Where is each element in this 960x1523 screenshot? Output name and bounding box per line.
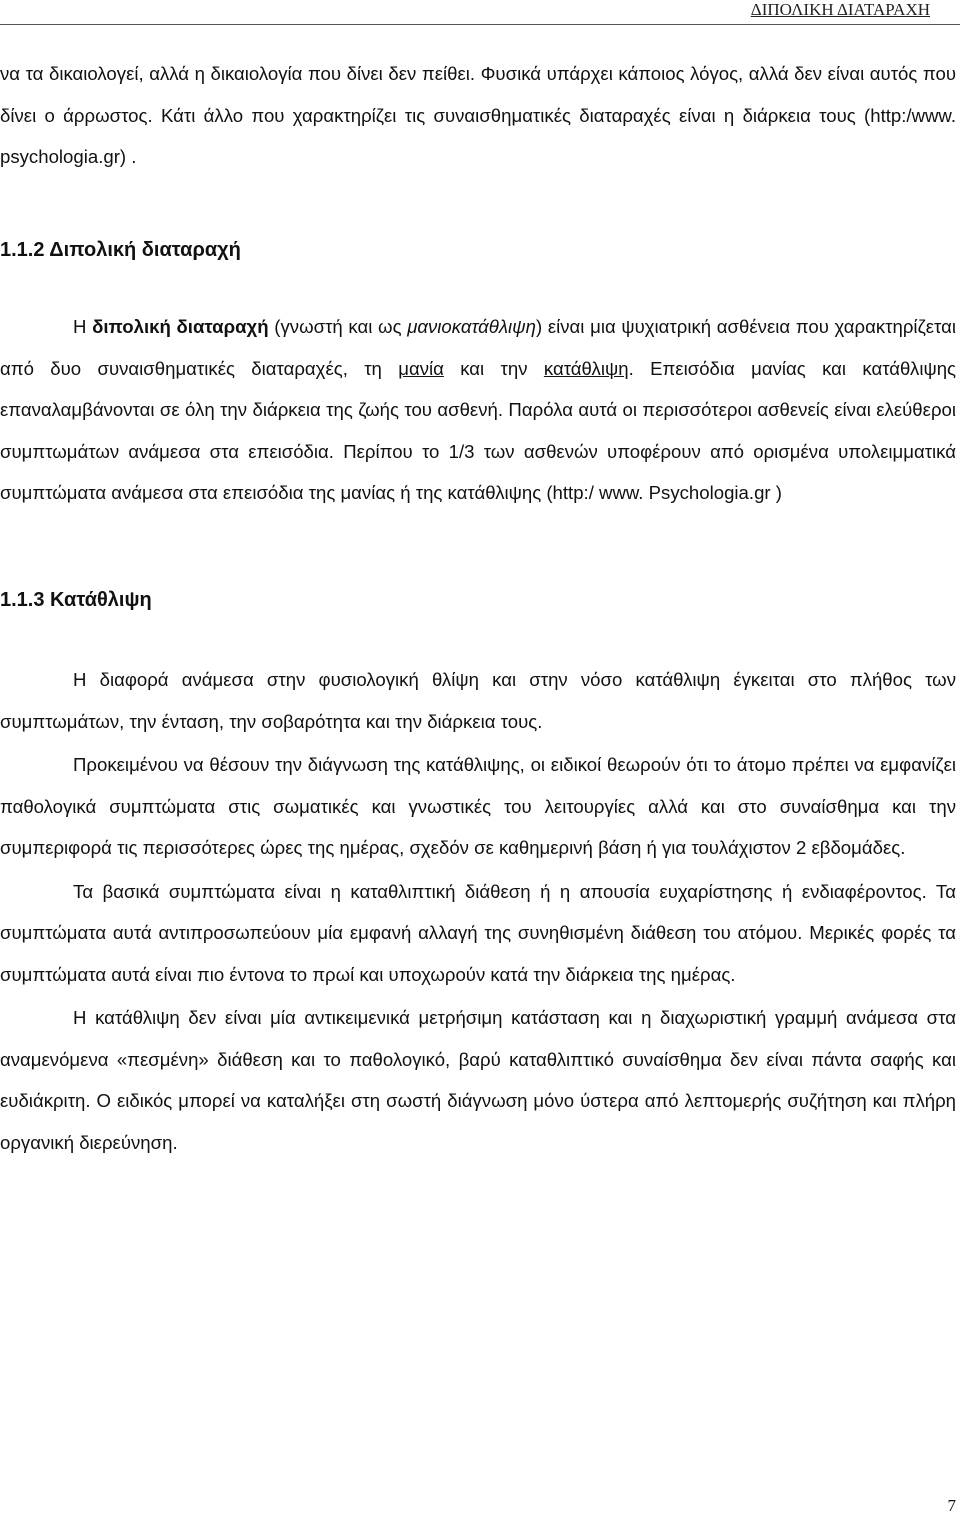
bipolar-term: διπολική διαταραχή [92, 316, 269, 337]
bipolar-paragraph: Η διπολική διαταραχή (γνωστή και ως μανιοκατάθλιψη) είναι μια ψυχιατρική ασθένεια που χαρακτηρίζεται από δυο συναισθηματικές διαταραχές, τη μανία και την κατάθλιψη. Επεισόδια μανίας και κατάθλιψης επαναλαμβάνονται σε όλη την διάρκεια της ζωής του ασθενή. Παρόλα αυτά οι περισσότεροι ασθενείς είναι ελεύθεροι συμπτωμάτων ανάμεσα στα επεισόδια. Περίπου το 1/3 των ασθενών υποφέρουν από ορισμένα υπολειμματικά συμπτώματα ανάμεσα στα επεισόδια της μανίας ή της κατάθλιψης (http:/ www. Psychologia.gr ) [0, 316, 957, 503]
bipolar-synonym: μανιοκατάθλιψη [407, 316, 536, 337]
running-header: ΔΙΠΟΛΙΚΗ ΔΙΑΤΑΡΑΧΗ [750, 0, 930, 19]
depression-paragraph-1: Η διαφορά ανάμεσα στην φυσιολογική θλίψη και στην νόσο κατάθλιψη έγκειται στο πλήθος των συμπτωμάτων, την ένταση, την σοβαρότητα και την διάρκεια τους. [0, 669, 956, 732]
depression-paragraph-4: Η κατάθλιψη δεν είναι μία αντικειμενικά μετρήσιμη κατάσταση και η διαχωριστική γραμμή ανάμεσα στα αναμενόμενα «πεσμένη» διάθεση και το παθολογικό, βαρύ καταθλιπτικό συναίσθημα δεν είναι πάντα σαφής και ευδιάκριτη. Ο ειδικός μπορεί να καταλήξει στη σωστή διάγνωση μόνο ύστερα από λεπτομερής συζήτηση και πλήρη οργανική διερεύνηση. [0, 1007, 956, 1153]
page-number: 7 [947, 1496, 956, 1515]
depression-paragraph-3: Τα βασικά συμπτώματα είναι η καταθλιπτική διάθεση ή η απουσία ευχαρίστησης ή ενδιαφέροντος. Τα συμπτώματα αυτά αντιπροσωπεύουν μία εμφανή αλλαγή της συνηθισμένη διάθεση του ατόμου. Μερικές φορές τα συμπτώματα αυτά είναι πιο έντονα το πρωί και υποχωρούν κατά την διάρκεια της ημέρας. [0, 880, 956, 985]
link-mania[interactable]: μανία [398, 357, 444, 379]
section-heading-bipolar: 1.1.2 Διπολική διαταραχή [0, 238, 241, 261]
intro-paragraph: να τα δικαιολογεί, αλλά η δικαιολογία που δίνει δεν πείθει. Φυσικά υπάρχει κάποιος λόγος, αλλά δεν είναι αυτός που δίνει ο άρρωστος. Κάτι άλλο που χαρακτηρίζει τις συναισθηματικές διαταραχές είναι η διάρκεια τους (http:/www. psychologia.gr) . [0, 63, 956, 167]
link-depression[interactable]: κατάθλιψη [543, 357, 629, 379]
document-body [0, 53, 956, 1163]
header-divider [0, 24, 960, 25]
section-heading-depression: 1.1.3 Κατάθλιψη [0, 588, 152, 611]
depression-paragraph-2: Προκειμένου να θέσουν την διάγνωση της κατάθλιψης, οι ειδικοί θεωρούν ότι το άτομο πρέπει να εμφανίζει παθολογικά συμπτώματα στις σωματικές και γνωστικές του λειτουργίες αλλά και στο συναίσθημα και την συμπεριφορά τις περισσότερες ώρες της ημέρας, σχεδόν σε καθημερινή βάση ή για τουλάχιστον 2 εβδομάδες. [0, 754, 956, 858]
